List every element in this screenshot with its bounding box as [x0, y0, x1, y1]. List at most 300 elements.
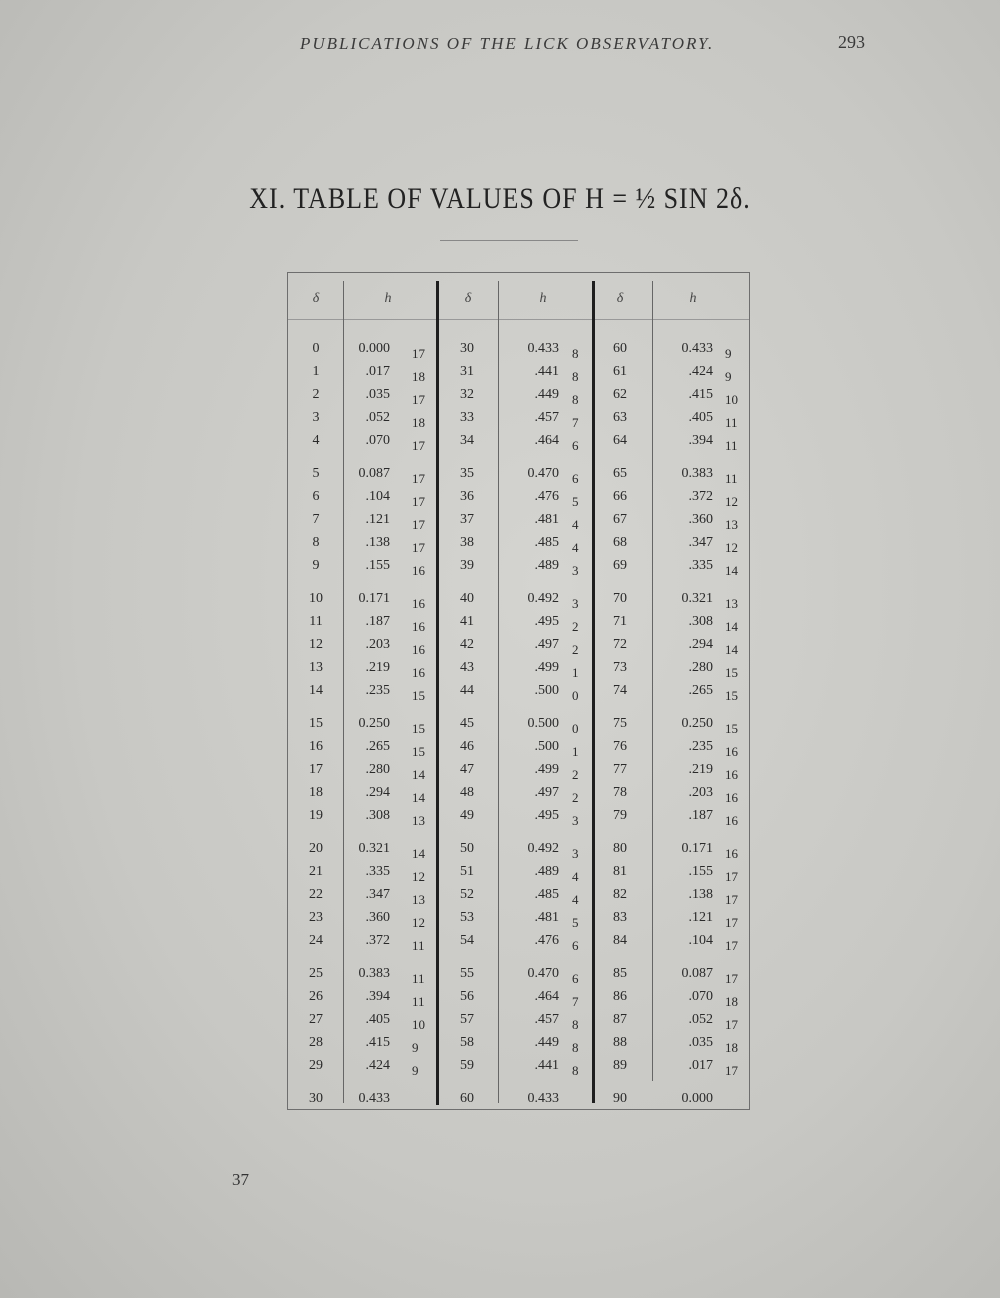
difference-cell: 15: [725, 688, 738, 703]
delta-cell: 57: [460, 1012, 474, 1027]
table-row: [595, 1008, 745, 1031]
difference-cell: 16: [412, 596, 425, 611]
table-row: [288, 656, 436, 679]
table-row: [595, 508, 745, 531]
table-row: [439, 962, 592, 985]
h-value-cell: .464: [534, 433, 559, 448]
delta-cell: 88: [613, 1035, 627, 1050]
difference-cell: 11: [725, 438, 738, 453]
delta-cell: 26: [309, 989, 323, 1004]
difference-cell: 2: [572, 642, 579, 657]
h-value-cell: .360: [365, 910, 390, 925]
h-value-cell: .294: [688, 637, 713, 652]
table-row: [595, 804, 745, 827]
delta-cell: 39: [460, 558, 474, 573]
delta-cell: 55: [460, 966, 474, 981]
delta-cell: 81: [613, 864, 627, 879]
delta-cell: 34: [460, 433, 474, 448]
difference-cell: 17: [412, 438, 425, 453]
table-row: [288, 929, 436, 952]
delta-cell: 1: [312, 364, 320, 379]
delta-cell: 40: [460, 591, 474, 606]
delta-cell: 14: [309, 683, 323, 698]
difference-cell: 3: [572, 563, 579, 578]
difference-cell: 17: [725, 938, 738, 953]
difference-cell: 16: [725, 744, 738, 759]
difference-cell: 10: [412, 1017, 425, 1032]
delta-cell: 52: [460, 887, 474, 902]
h-value-cell: .203: [688, 785, 713, 800]
delta-cell: 30: [460, 341, 474, 356]
h-value-cell: 0.470: [527, 966, 559, 981]
h-value-cell: .280: [365, 762, 390, 777]
difference-cell: 16: [725, 813, 738, 828]
difference-cell: 8: [572, 1017, 579, 1032]
difference-cell: 4: [572, 540, 579, 555]
difference-cell: 13: [412, 813, 425, 828]
title-rule: [440, 240, 578, 241]
h-value-cell: .394: [688, 433, 713, 448]
delta-cell: 76: [613, 739, 627, 754]
h-value-cell: 0.433: [527, 1091, 559, 1106]
table-row: [288, 906, 436, 929]
difference-cell: 11: [412, 938, 425, 953]
delta-cell: 60: [460, 1091, 474, 1106]
delta-cell: 17: [309, 762, 323, 777]
difference-cell: 15: [412, 721, 425, 736]
h-value-cell: 0.087: [358, 466, 390, 481]
h-value-cell: .187: [688, 808, 713, 823]
h-value-cell: .489: [534, 864, 559, 879]
difference-cell: 17: [412, 494, 425, 509]
table-row: [288, 883, 436, 906]
h-value-cell: 0.433: [527, 341, 559, 356]
row-group: [288, 837, 436, 952]
difference-cell: 3: [572, 813, 579, 828]
table-row: [595, 679, 745, 702]
difference-cell: 13: [412, 892, 425, 907]
table-row: [288, 1008, 436, 1031]
signature-mark: 37: [232, 1170, 249, 1189]
difference-cell: 8: [572, 1063, 579, 1078]
delta-cell: 78: [613, 785, 627, 800]
h-value-cell: .500: [534, 683, 559, 698]
h-value-cell: .500: [534, 739, 559, 754]
delta-cell: 8: [312, 535, 320, 550]
table-row: [595, 735, 745, 758]
values-table: [287, 272, 750, 1110]
difference-cell: 12: [412, 869, 425, 884]
row-group: [595, 462, 745, 577]
h-value-cell: 0.383: [358, 966, 390, 981]
h-value-cell: .265: [688, 683, 713, 698]
h-value-cell: .489: [534, 558, 559, 573]
difference-cell: 2: [572, 790, 579, 805]
h-value-cell: 0.500: [527, 716, 559, 731]
difference-cell: 16: [412, 665, 425, 680]
difference-cell: 16: [725, 767, 738, 782]
h-value-cell: 0.000: [681, 1091, 713, 1106]
difference-cell: 7: [572, 994, 579, 1009]
table-row: [439, 462, 592, 485]
table-row: [595, 1054, 745, 1077]
delta-cell: 75: [613, 716, 627, 731]
table-row: [595, 406, 745, 429]
h-value-cell: .052: [365, 410, 390, 425]
difference-cell: 17: [725, 915, 738, 930]
h-value-cell: .499: [534, 762, 559, 777]
delta-cell: 22: [309, 887, 323, 902]
delta-cell: 85: [613, 966, 627, 981]
difference-cell: 17: [412, 540, 425, 555]
delta-cell: 46: [460, 739, 474, 754]
delta-cell: 71: [613, 614, 627, 629]
h-value-cell: .497: [534, 785, 559, 800]
delta-cell: 24: [309, 933, 323, 948]
table-row: [288, 758, 436, 781]
delta-cell: 89: [613, 1058, 627, 1073]
delta-cell: 53: [460, 910, 474, 925]
difference-cell: 15: [725, 665, 738, 680]
table-row: [288, 610, 436, 633]
table-row: [288, 712, 436, 735]
row-group: [439, 462, 592, 577]
difference-cell: 17: [412, 346, 425, 361]
running-head: PUBLICATIONS OF THE LICK OBSERVATORY.: [300, 34, 715, 53]
h-value-cell: .441: [534, 364, 559, 379]
table-row: [439, 883, 592, 906]
difference-cell: 11: [725, 471, 738, 486]
table-row: [288, 1087, 436, 1110]
difference-cell: 9: [412, 1040, 419, 1055]
difference-cell: 15: [725, 721, 738, 736]
table-row: [288, 837, 436, 860]
header-rule: [288, 319, 749, 320]
difference-cell: 11: [412, 971, 425, 986]
table-row: [595, 929, 745, 952]
difference-cell: 8: [572, 346, 579, 361]
delta-cell: 19: [309, 808, 323, 823]
h-value-cell: 0.250: [358, 716, 390, 731]
h-value-cell: .017: [365, 364, 390, 379]
table-row: [439, 406, 592, 429]
delta-cell: 25: [309, 966, 323, 981]
table-row: [439, 679, 592, 702]
delta-cell: 30: [309, 1091, 323, 1106]
table-row: [288, 406, 436, 429]
delta-cell: 3: [312, 410, 320, 425]
delta-cell: 49: [460, 808, 474, 823]
row-group: [288, 587, 436, 702]
h-value-cell: .394: [365, 989, 390, 1004]
h-value-cell: .308: [365, 808, 390, 823]
difference-cell: 16: [725, 846, 738, 861]
delta-cell: 50: [460, 841, 474, 856]
difference-cell: 1: [572, 665, 579, 680]
delta-cell: 37: [460, 512, 474, 527]
difference-cell: 5: [572, 494, 579, 509]
delta-cell: 56: [460, 989, 474, 1004]
difference-cell: 17: [725, 1063, 738, 1078]
difference-cell: 1: [572, 744, 579, 759]
difference-cell: 8: [572, 369, 579, 384]
delta-cell: 82: [613, 887, 627, 902]
table-row: [288, 508, 436, 531]
table-block-2: [439, 337, 592, 1120]
table-row: [288, 1054, 436, 1077]
difference-cell: 16: [725, 790, 738, 805]
h-value-cell: .495: [534, 808, 559, 823]
h-value-cell: .424: [688, 364, 713, 379]
row-group: [595, 837, 745, 952]
difference-cell: 17: [725, 971, 738, 986]
table-row: [595, 758, 745, 781]
h-value-cell: .219: [365, 660, 390, 675]
table-row: [439, 383, 592, 406]
difference-cell: 14: [725, 642, 738, 657]
difference-cell: 0: [572, 688, 579, 703]
table-row: [439, 610, 592, 633]
h-value-cell: 0.433: [681, 341, 713, 356]
h-value-cell: .104: [688, 933, 713, 948]
table-row: [439, 1008, 592, 1031]
h-value-cell: .372: [365, 933, 390, 948]
difference-cell: 14: [412, 790, 425, 805]
difference-cell: 0: [572, 721, 579, 736]
difference-cell: 14: [412, 846, 425, 861]
difference-cell: 17: [725, 1017, 738, 1032]
delta-cell: 54: [460, 933, 474, 948]
delta-cell: 43: [460, 660, 474, 675]
difference-cell: 18: [725, 1040, 738, 1055]
difference-cell: 15: [412, 744, 425, 759]
difference-cell: 6: [572, 438, 579, 453]
table-block-1: [288, 337, 436, 1120]
table-row: [288, 531, 436, 554]
row-group: [288, 337, 436, 452]
h-value-cell: .335: [365, 864, 390, 879]
delta-cell: 16: [309, 739, 323, 754]
delta-cell: 86: [613, 989, 627, 1004]
delta-cell: 58: [460, 1035, 474, 1050]
table-row: [595, 1087, 745, 1110]
h-value-cell: .070: [365, 433, 390, 448]
delta-cell: 64: [613, 433, 627, 448]
h-value-cell: .155: [365, 558, 390, 573]
table-row: [439, 929, 592, 952]
difference-cell: 13: [725, 517, 738, 532]
difference-cell: 6: [572, 971, 579, 986]
h-value-cell: .485: [534, 535, 559, 550]
delta-cell: 48: [460, 785, 474, 800]
table-row: [288, 633, 436, 656]
h-value-cell: .138: [365, 535, 390, 550]
table-row: [439, 1054, 592, 1077]
difference-cell: 3: [572, 846, 579, 861]
h-value-cell: .070: [688, 989, 713, 1004]
h-value-cell: 0.492: [527, 591, 559, 606]
delta-cell: 18: [309, 785, 323, 800]
h-value-cell: .219: [688, 762, 713, 777]
delta-cell: 83: [613, 910, 627, 925]
difference-cell: 9: [725, 369, 732, 384]
difference-cell: 10: [725, 392, 738, 407]
delta-cell: 51: [460, 864, 474, 879]
table-row: [595, 837, 745, 860]
difference-cell: 3: [572, 596, 579, 611]
delta-cell: 23: [309, 910, 323, 925]
row-group: [439, 712, 592, 827]
difference-cell: 17: [412, 392, 425, 407]
delta-cell: 77: [613, 762, 627, 777]
table-row: [595, 462, 745, 485]
column-header: h: [384, 291, 392, 306]
h-value-cell: .308: [688, 614, 713, 629]
row-group: [439, 587, 592, 702]
delta-cell: 72: [613, 637, 627, 652]
column-header: h: [689, 291, 697, 306]
table-row: [595, 656, 745, 679]
table-row: [439, 735, 592, 758]
delta-cell: 11: [309, 614, 323, 629]
difference-cell: 18: [412, 415, 425, 430]
h-value-cell: .121: [688, 910, 713, 925]
table-row: [439, 337, 592, 360]
h-value-cell: .497: [534, 637, 559, 652]
delta-cell: 10: [309, 591, 323, 606]
difference-cell: 6: [572, 938, 579, 953]
h-value-cell: .138: [688, 887, 713, 902]
delta-cell: 66: [613, 489, 627, 504]
delta-cell: 41: [460, 614, 474, 629]
table-row: [288, 1031, 436, 1054]
h-value-cell: .476: [534, 933, 559, 948]
h-value-cell: .347: [688, 535, 713, 550]
table-title: XI. TABLE OF VALUES OF H = ½ SIN 2δ.: [249, 181, 751, 216]
h-value-cell: .481: [534, 910, 559, 925]
h-value-cell: .203: [365, 637, 390, 652]
h-value-cell: .265: [365, 739, 390, 754]
table-row: [288, 485, 436, 508]
difference-cell: 16: [412, 563, 425, 578]
table-row: [439, 656, 592, 679]
h-value-cell: .476: [534, 489, 559, 504]
delta-cell: 0: [312, 341, 320, 356]
difference-cell: 4: [572, 869, 579, 884]
table-row: [439, 906, 592, 929]
table-row: [595, 781, 745, 804]
h-value-cell: 0.250: [681, 716, 713, 731]
h-value-cell: 0.171: [681, 841, 713, 856]
h-value-cell: .485: [534, 887, 559, 902]
delta-cell: 45: [460, 716, 474, 731]
delta-cell: 68: [613, 535, 627, 550]
table-row: [288, 985, 436, 1008]
page-number: 293: [838, 32, 865, 52]
h-value-cell: .017: [688, 1058, 713, 1073]
delta-cell: 5: [312, 466, 320, 481]
h-value-cell: 0.171: [358, 591, 390, 606]
delta-cell: 67: [613, 512, 627, 527]
table-row: [439, 429, 592, 452]
table-row: [439, 360, 592, 383]
table-row: [595, 429, 745, 452]
h-value-cell: .294: [365, 785, 390, 800]
h-value-cell: .360: [688, 512, 713, 527]
difference-cell: 9: [412, 1063, 419, 1078]
h-value-cell: .441: [534, 1058, 559, 1073]
delta-cell: 4: [312, 433, 320, 448]
table-row: [288, 337, 436, 360]
row-group: [439, 1087, 592, 1110]
difference-cell: 17: [412, 471, 425, 486]
table-row: [439, 860, 592, 883]
delta-cell: 32: [460, 387, 474, 402]
table-row: [595, 485, 745, 508]
difference-cell: 2: [572, 767, 579, 782]
delta-cell: 87: [613, 1012, 627, 1027]
table-row: [288, 860, 436, 883]
table-row: [288, 587, 436, 610]
difference-cell: 16: [412, 642, 425, 657]
h-value-cell: .415: [688, 387, 713, 402]
delta-cell: 33: [460, 410, 474, 425]
h-value-cell: .372: [688, 489, 713, 504]
table-row: [595, 712, 745, 735]
h-value-cell: .235: [688, 739, 713, 754]
delta-cell: 2: [312, 387, 320, 402]
delta-cell: 61: [613, 364, 627, 379]
h-value-cell: .052: [688, 1012, 713, 1027]
row-group: [288, 712, 436, 827]
row-group: [288, 1087, 436, 1110]
delta-cell: 27: [309, 1012, 323, 1027]
delta-cell: 44: [460, 683, 474, 698]
table-row: [595, 360, 745, 383]
table-row: [439, 508, 592, 531]
delta-cell: 90: [613, 1091, 627, 1106]
h-value-cell: 0.321: [681, 591, 713, 606]
delta-cell: 65: [613, 466, 627, 481]
h-value-cell: .449: [534, 387, 559, 402]
difference-cell: 17: [412, 517, 425, 532]
table-row: [439, 633, 592, 656]
table-row: [439, 554, 592, 577]
h-value-cell: .481: [534, 512, 559, 527]
delta-cell: 60: [613, 341, 627, 356]
h-value-cell: .405: [365, 1012, 390, 1027]
table-row: [439, 781, 592, 804]
difference-cell: 17: [725, 869, 738, 884]
table-row: [439, 1031, 592, 1054]
difference-cell: 8: [572, 1040, 579, 1055]
difference-cell: 18: [412, 369, 425, 384]
table-row: [595, 554, 745, 577]
delta-cell: 70: [613, 591, 627, 606]
difference-cell: 8: [572, 392, 579, 407]
delta-cell: 36: [460, 489, 474, 504]
delta-cell: 42: [460, 637, 474, 652]
difference-cell: 14: [725, 563, 738, 578]
delta-cell: 74: [613, 683, 627, 698]
h-value-cell: 0.321: [358, 841, 390, 856]
h-value-cell: .457: [534, 1012, 559, 1027]
table-row: [595, 383, 745, 406]
h-value-cell: 0.087: [681, 966, 713, 981]
h-value-cell: .335: [688, 558, 713, 573]
table-row: [288, 383, 436, 406]
row-group: [595, 712, 745, 827]
